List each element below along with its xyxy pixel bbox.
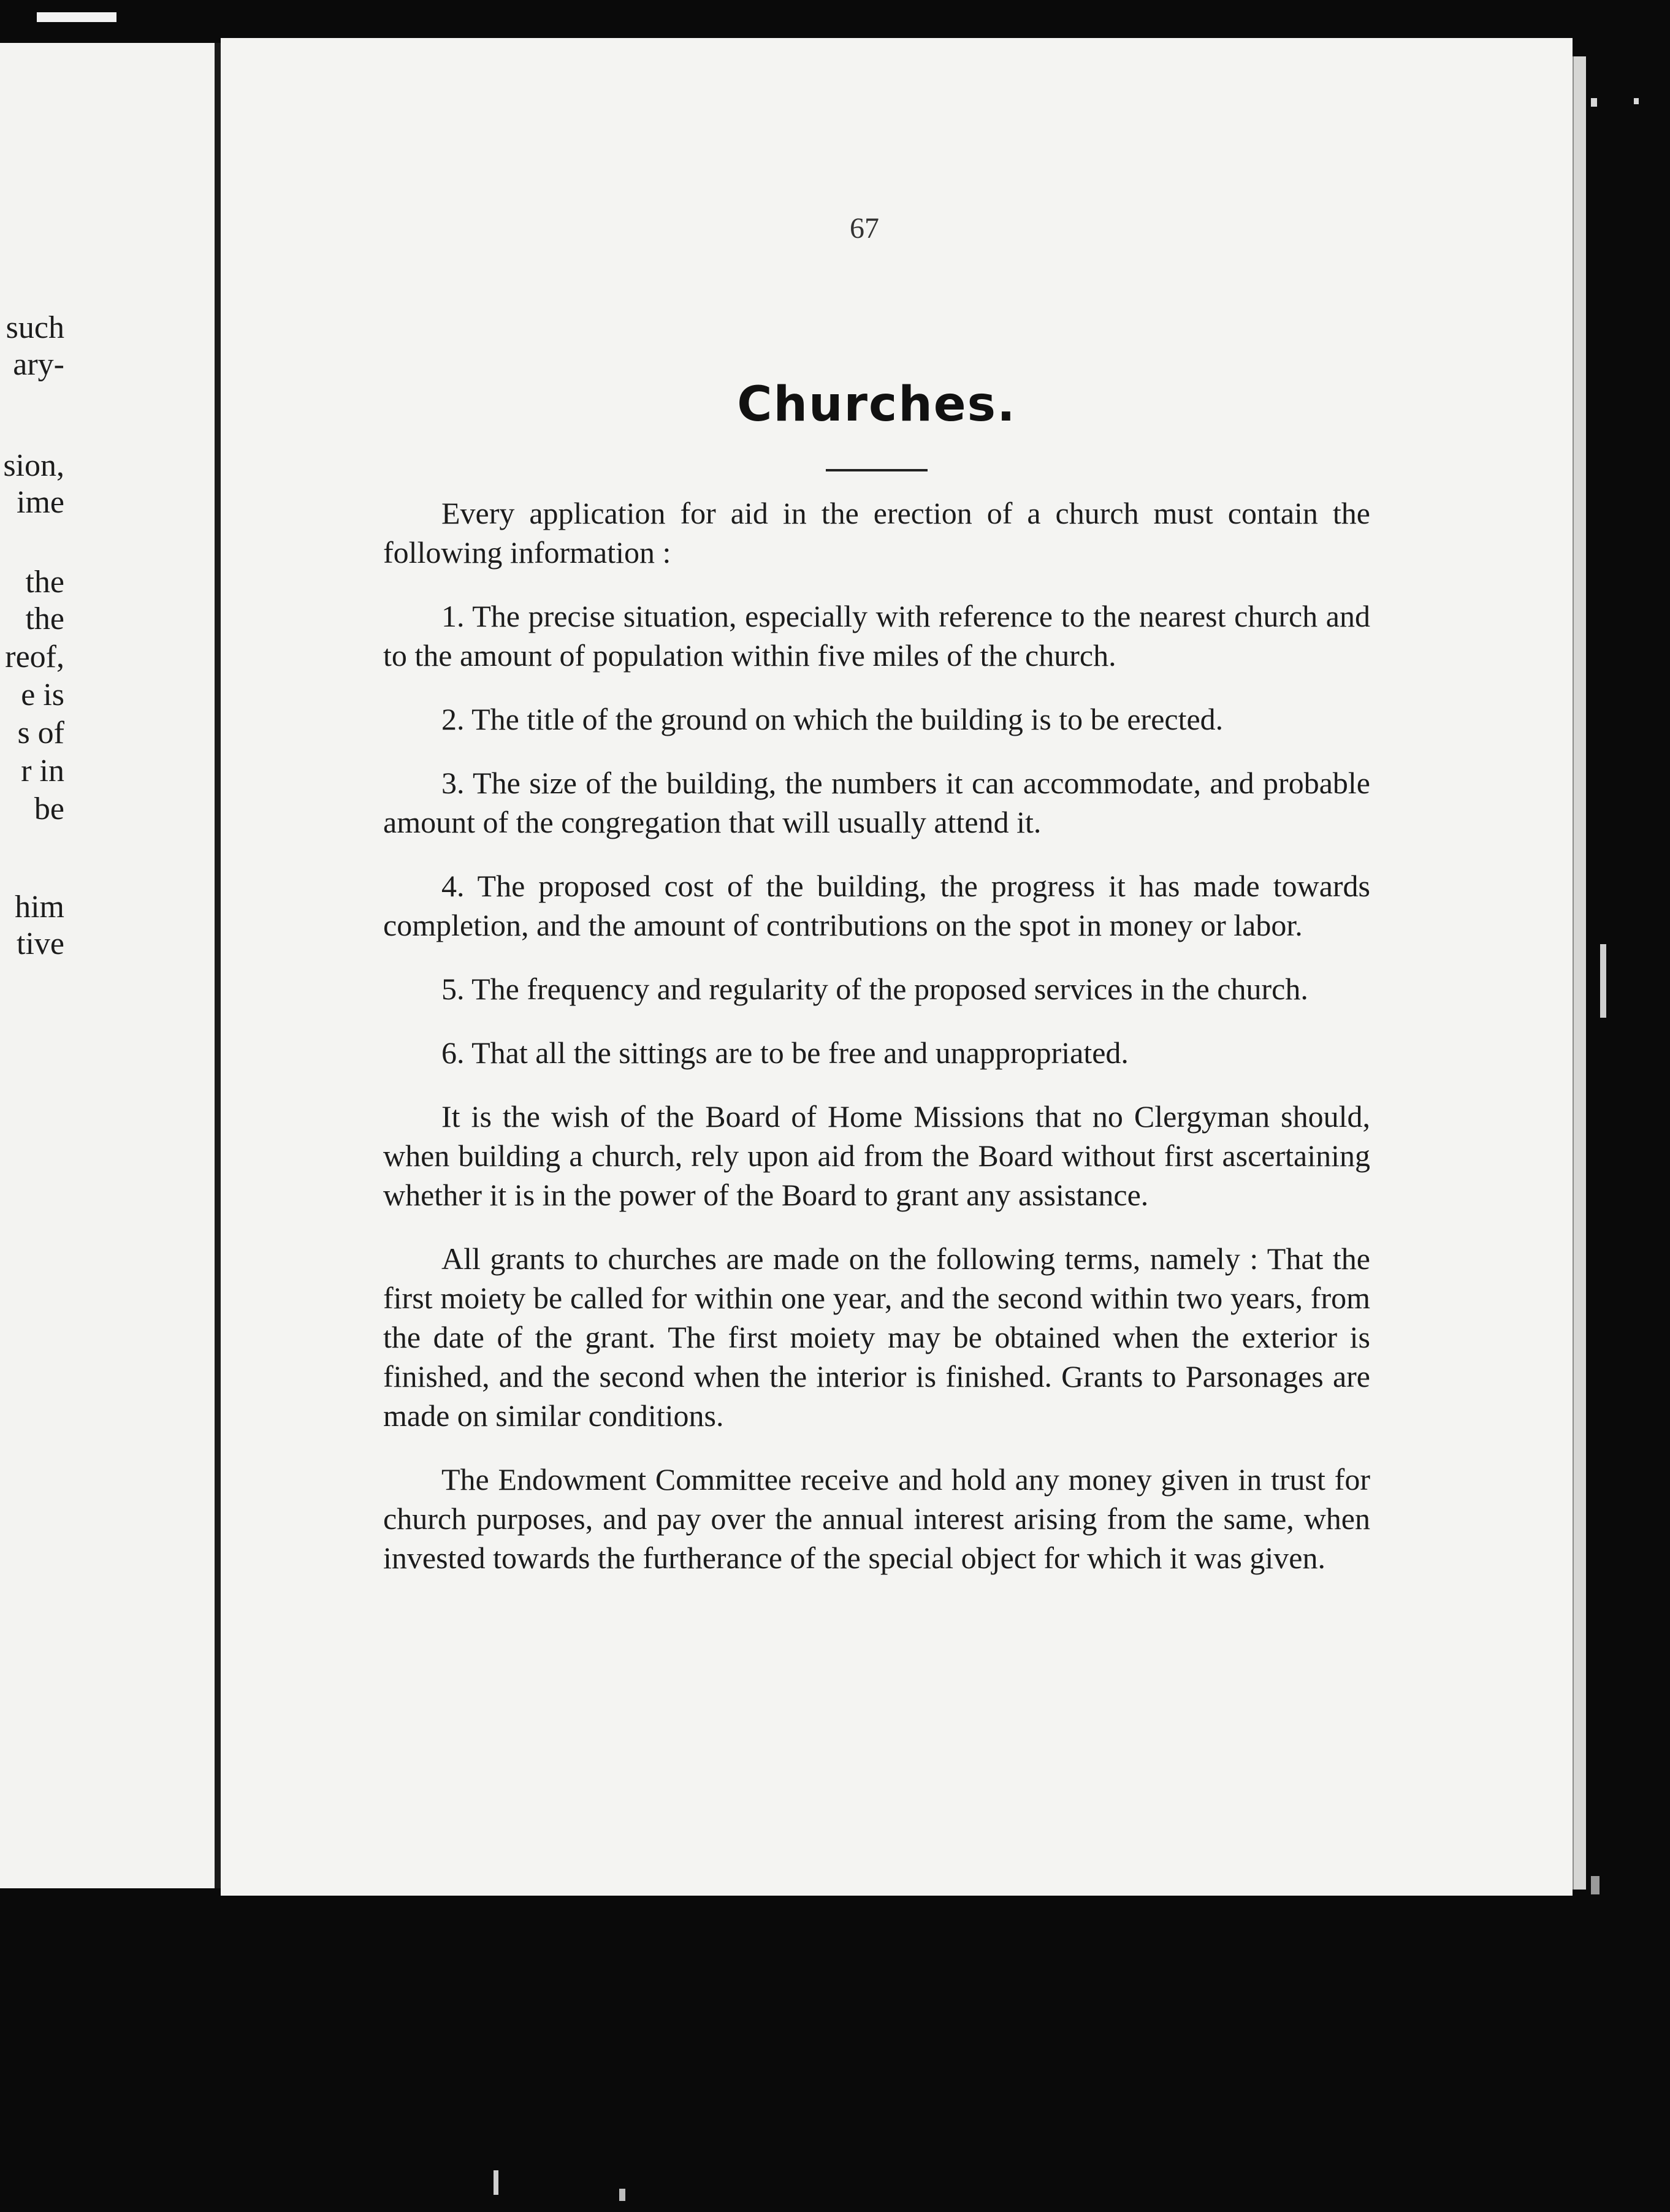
scan-speck bbox=[1634, 98, 1639, 104]
left-text-line: reof, bbox=[5, 639, 64, 674]
list-item: 6. That all the sittings are to be free and unappropriated. bbox=[441, 1035, 1129, 1070]
scan-speck bbox=[1600, 944, 1606, 1018]
left-text-line: ime bbox=[17, 485, 64, 520]
list-item: 1. The precise situation, especially with reference to the nearest church and to the amount of population within five miles of the church. bbox=[383, 599, 1370, 673]
clergy-paragraph: It is the wish of the Board of Home Missions that no Clergyman should, when building a church, rely upon aid from the Board without first ascertaining whether it is in the power of the Board to grant any assistance. bbox=[383, 1099, 1370, 1212]
list-item: 3. The size of the building, the numbers it can accommodate, and probable amount of the congregation that will usually attend it. bbox=[383, 766, 1370, 839]
scan-speck bbox=[619, 2189, 625, 2201]
scan-speck bbox=[1591, 1876, 1599, 1894]
grants-paragraph: All grants to churches are made on the following terms, namely : That the first moiety be called for within one year, and the second within two years, from the date of the grant. The first moiety may be obtained when the exterior is finished, and the second when the interior is finished. Grants to Parsonages are made on similar conditions. bbox=[383, 1241, 1370, 1433]
intro-paragraph: Every application for aid in the erection of a church must contain the following information : bbox=[383, 496, 1370, 570]
left-text-line: him bbox=[15, 890, 64, 925]
left-text-line: e is bbox=[21, 677, 64, 712]
left-text-line: such bbox=[6, 310, 64, 345]
scan-speck bbox=[494, 2170, 498, 2195]
list-item: 2. The title of the ground on which the building is to be erected. bbox=[441, 702, 1224, 736]
left-text-line: r in bbox=[21, 753, 64, 788]
left-text-line: ary- bbox=[13, 347, 64, 382]
scan-speck bbox=[37, 12, 116, 22]
left-text-line: the bbox=[25, 601, 64, 636]
left-text-line: be bbox=[34, 791, 64, 826]
left-text-line: the bbox=[25, 565, 64, 600]
left-text-line: tive bbox=[17, 926, 64, 961]
endowment-paragraph: The Endowment Committee receive and hold any money given in trust for church purposes, and pay over the annual interest arising from the same, when invested towards the furtherance of the special object for which it was given. bbox=[383, 1462, 1370, 1575]
page-title: Churches. bbox=[737, 377, 1016, 432]
page-number: 67 bbox=[850, 212, 879, 245]
list-item: 5. The frequency and regularity of the proposed services in the church. bbox=[441, 972, 1308, 1006]
left-text-line: sion, bbox=[3, 448, 64, 483]
list-item: 4. The proposed cost of the building, the progress it has made towards completion, and the amount of contributions on the spot in money or labor. bbox=[383, 869, 1370, 942]
scan-speck bbox=[1591, 98, 1597, 107]
left-text-line: s of bbox=[17, 715, 64, 750]
